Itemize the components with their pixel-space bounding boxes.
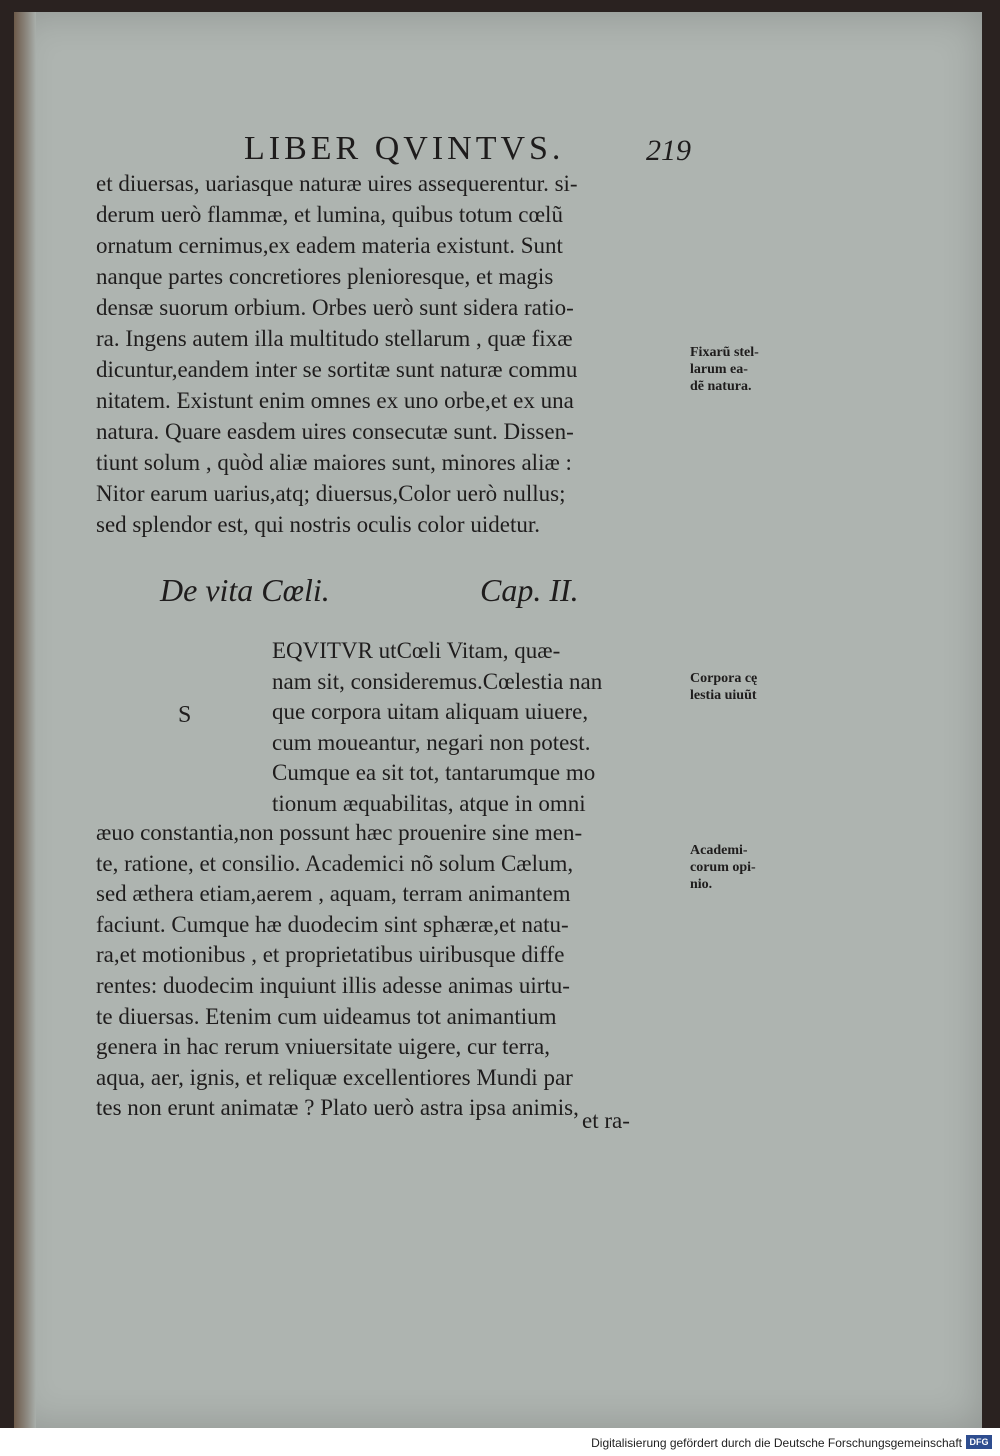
text-line: sed æthera etiam,aerem , aquam, terram animantem	[96, 881, 571, 907]
chapter-title: De vita Cœli.	[160, 572, 330, 608]
text-line: Nitor earum uarius,atq; diuersus,Color uerò nullus;	[96, 481, 566, 506]
text-line: ra. Ingens autem illa multitudo stellarum , quæ fixæ	[96, 326, 573, 351]
funding-footer	[0, 1428, 1000, 1456]
text-line: tionum æquabilitas, atque in omni	[272, 790, 586, 816]
binding-gutter	[14, 12, 36, 1428]
text-line: et diuersas, uariasque naturæ uires assequerentur. si-	[96, 171, 578, 196]
text-line: tiunt solum , quòd aliæ maiores sunt, minores aliæ :	[96, 450, 572, 475]
marginal-note-celestial-bodies	[690, 670, 790, 704]
text-line: que corpora uitam aliquam uiuere,	[272, 699, 589, 725]
text-line: EQVITVR utCœli Vitam, quæ-	[272, 638, 561, 663]
text-line: dicuntur,eandem inter se sortitæ sunt naturæ commu	[96, 357, 578, 382]
text-line: faciunt. Cumque hæ duodecim sint sphæræ,et natu-	[96, 911, 569, 937]
text-line: cum moueantur, negari non potest.	[272, 729, 591, 755]
text-line: ra,et motionibus , et proprietatibus uiribusque diffe	[96, 942, 565, 968]
running-title: LIBER QVINTVS.	[244, 130, 565, 167]
paragraph-2-indented	[272, 636, 682, 820]
marginal-note-academics	[690, 842, 790, 893]
marginal-line: larum ea-	[690, 362, 748, 377]
text-line: te diuersas. Etenim cum uideamus tot animantium	[96, 1003, 557, 1029]
text-line: aqua, aer, ignis, et reliquæ excellentiores Mundi par	[96, 1064, 573, 1090]
text-line: sed splendor est, qui nostris oculis color uidetur.	[96, 512, 540, 537]
paragraph-2	[96, 818, 676, 1124]
marginal-line: nio.	[690, 877, 713, 892]
page-number: 219	[646, 134, 691, 167]
text-line: derum uerò flammæ, et lumina, quibus totum cœlũ	[96, 202, 563, 227]
marginal-note-fixed-stars	[690, 344, 790, 395]
text-line: rentes: duodecim inquiunt illis adesse animas uirtu-	[96, 972, 570, 998]
footer-credit: Digitalisierung gefördert durch die Deutsche Forschungsgemeinschaft	[591, 1436, 962, 1450]
paragraph-1	[96, 168, 676, 540]
marginal-line: corum opi-	[690, 860, 756, 875]
text-line: densæ suorum orbium. Orbes uerò sunt sidera ratio-	[96, 295, 574, 320]
text-line: æuo constantia,non possunt hæc prouenire sine men-	[96, 820, 583, 845]
dfg-logo: DFG	[966, 1435, 992, 1449]
text-line: te, ratione, et consilio. Academici nõ solum Cælum,	[96, 850, 574, 876]
text-line: nam sit, consideremus.Cœlestia nan	[272, 668, 603, 694]
marginal-line: Academi-	[690, 843, 748, 858]
initial-letter: S	[178, 702, 192, 728]
marginal-line: lestia uiuũt	[690, 688, 757, 703]
chapter-number: Cap. II.	[480, 572, 579, 608]
chapter-heading	[160, 572, 620, 616]
marginal-line: Corpora cę	[690, 671, 758, 686]
catchword: et ra-	[582, 1108, 630, 1133]
marginal-line: Fixarũ stel-	[690, 345, 759, 360]
text-line: tes non erunt animatæ ? Plato uerò astra ipsa animis,	[96, 1095, 579, 1121]
text-line: genera in hac rerum vniuersitate uigere, cur terra,	[96, 1034, 551, 1060]
text-line: nanque partes concretiores plenioresque, et magis	[96, 264, 554, 289]
marginal-line: dẽ natura.	[690, 379, 752, 394]
text-line: natura. Quare easdem uires consecutæ sunt. Dissen-	[96, 419, 574, 444]
text-line: Cumque ea sit tot, tantarumque mo	[272, 760, 596, 786]
text-line: nitatem. Existunt enim omnes ex uno orbe,et ex una	[96, 388, 574, 413]
text-line: ornatum cernimus,ex eadem materia existunt. Sunt	[96, 233, 563, 258]
